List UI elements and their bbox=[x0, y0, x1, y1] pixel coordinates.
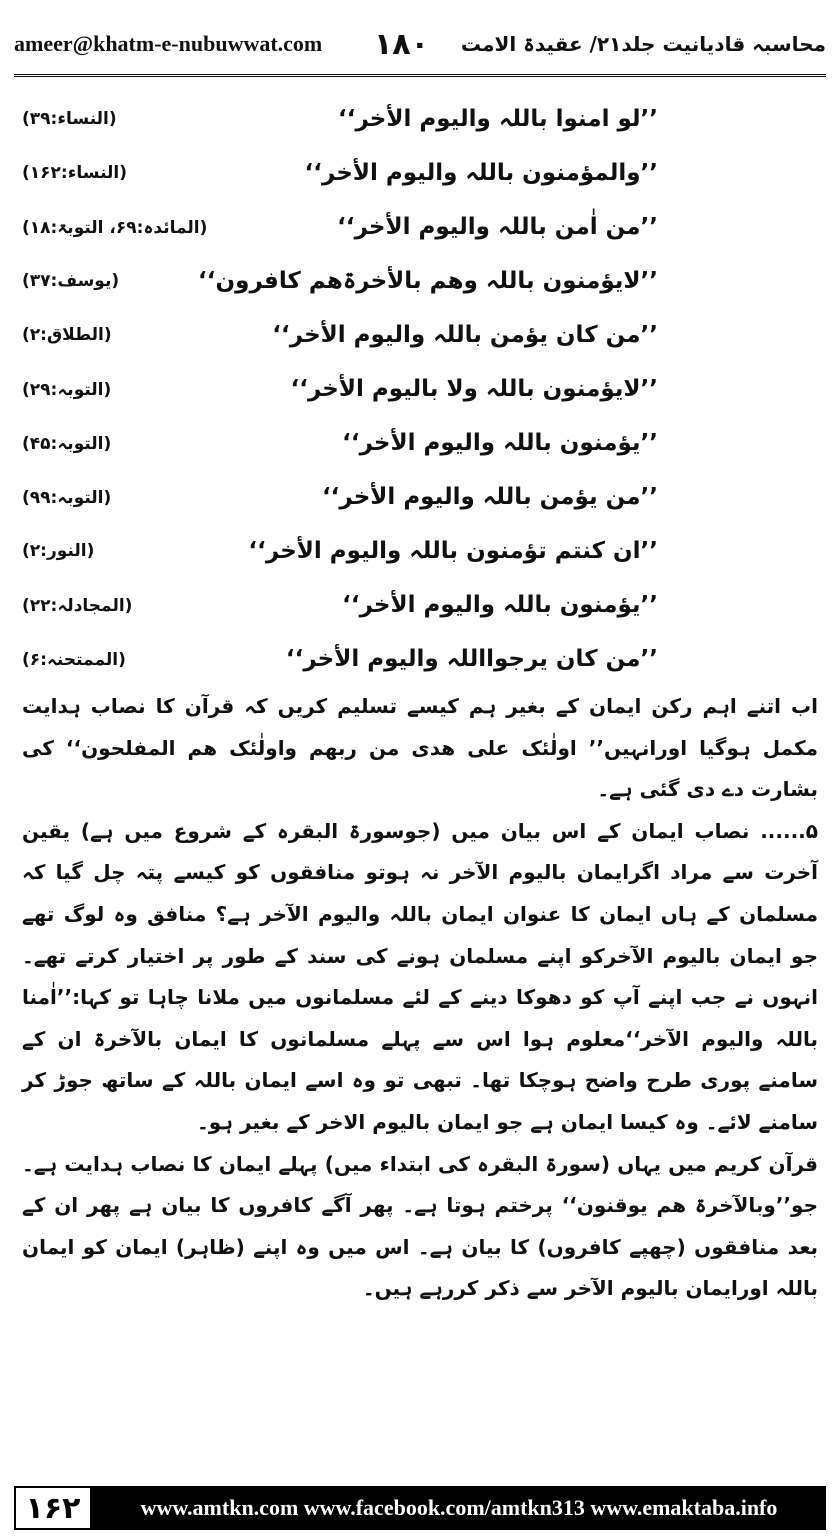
verse-row bbox=[22, 92, 818, 146]
verse-text: ’’ان کنتم تؤمنون باللہ والیوم الأخر‘‘ bbox=[248, 538, 658, 564]
verse-row bbox=[22, 524, 818, 578]
body-text bbox=[22, 686, 818, 1310]
verse-text: ’’لایؤمنون باللہ وھم بالأخرۃھم کافرون‘‘ bbox=[198, 268, 658, 294]
header-page-number: ۱۸۰ bbox=[374, 26, 429, 62]
verse-row bbox=[22, 308, 818, 362]
verse-row bbox=[22, 416, 818, 470]
verse-text: ’’والمؤمنون باللہ والیوم الأخر‘‘ bbox=[304, 160, 658, 186]
verse-row bbox=[22, 470, 818, 524]
verse-row bbox=[22, 200, 818, 254]
page-footer bbox=[14, 1486, 826, 1530]
verse-row bbox=[22, 362, 818, 416]
paragraph: اب اتنے اہم رکن ایمان کے بغیر ہم کیسے تسلیم کریں کہ قرآن کا نصاب ہدایت مکمل ہوگیا اورانہیں’’ اولٰئک علی ھدی من ربھم واولٰئک ھم المفلحون‘‘ کی بشارت دے دی گئی ہے۔ bbox=[22, 694, 818, 802]
verse-reference: (الطلاق:۲) bbox=[22, 325, 112, 345]
verse-text: ’’لایؤمنون باللہ ولا بالیوم الأخر‘‘ bbox=[290, 376, 658, 402]
verse-text: ’’من کان یرجوااللہ والیوم الأخر‘‘ bbox=[285, 646, 658, 672]
verse-reference: (المجادلہ:۲۲) bbox=[22, 595, 133, 616]
verse-text: ’’یؤمنون باللہ والیوم الأخر‘‘ bbox=[342, 592, 658, 618]
verse-row bbox=[22, 578, 818, 632]
verse-reference: (الممتحنہ:۶) bbox=[22, 649, 126, 670]
verse-list bbox=[22, 92, 818, 686]
verse-text: ’’لو امنوا باللہ والیوم الأخر‘‘ bbox=[337, 106, 658, 132]
verse-text: ’’من کان یؤمن باللہ والیوم الأخر‘‘ bbox=[272, 322, 658, 348]
verse-reference: (النور:۲) bbox=[22, 541, 95, 561]
footer-page-number: ۱۶۲ bbox=[14, 1486, 92, 1530]
footer-links: www.amtkn.com www.facebook.com/amtkn313 www.emaktaba.info bbox=[140, 1495, 778, 1520]
verse-reference: (یوسف:۳۷) bbox=[22, 271, 120, 291]
verse-reference: (النساء:۱۶۲) bbox=[22, 163, 128, 183]
verse-text: ’’من یؤمن باللہ والیوم الأخر‘‘ bbox=[321, 484, 658, 510]
verse-row bbox=[22, 146, 818, 200]
verse-reference: (التوبہ:۹۹) bbox=[22, 487, 112, 508]
paragraph: قرآن کریم میں یہاں (سورۃ البقرہ کی ابتداء میں) پہلے ایمان کا نصاب ہدایت ہے۔ جو’’وبالآخرۃ ھم یوقنون‘‘ پرختم ہوتا ہے۔ پھر آگے کافروں کا بیان ہے پھر ان کے بعد منافقوں (چھپے کافروں) کا بیان ہے۔ اس میں وہ اپنے (ظاہر) ایمان کو ایمان باللہ اورایمان بالیوم الآخر سے ذکر کررہے ہیں۔ bbox=[22, 1151, 818, 1301]
verse-row bbox=[22, 254, 818, 308]
page-header bbox=[14, 14, 826, 77]
verse-reference: (المائدہ:۶۹، التوبۃ:۱۸) bbox=[22, 217, 208, 238]
header-email: ameer@khatm-e-nubuwwat.com bbox=[14, 31, 323, 56]
verse-text: ’’یؤمنون باللہ والیوم الأخر‘‘ bbox=[342, 430, 658, 456]
verse-row bbox=[22, 632, 818, 686]
verse-reference: (التوبہ:۲۹) bbox=[22, 379, 112, 400]
header-book-title: محاسبہ قادیانیت جلد۲۱/ عقیدۃ الامت bbox=[460, 32, 826, 56]
verse-reference: (النساء:۳۹) bbox=[22, 109, 117, 129]
verse-reference: (التوبہ:۴۵) bbox=[22, 433, 112, 454]
paragraph: ۵...... نصاب ایمان کے اس بیان میں (جوسورۃ البقرہ کے شروع میں ہے) یقین آخرت سے مراد اگرایمان بالیوم الآخر نہ ہوتو منافقوں کو کیسے پتہ چل گیا کہ مسلمان کے ہاں ایمان کا عنوان ایمان باللہ والیوم الآخر ہے؟ منافق وہ لوگ تھے جو ایمان بالیوم الآخرکو اپنے مسلمان ہونے کی سند کے طور پر اختیار کرتے تھے۔ انہوں نے جب اپنے آپ کو دھوکا دینے کے لئے مسلمانوں میں ملانا چاہا تو کہا:’’اٰمنا باللہ والیوم الآخر‘‘معلوم ہوا اس سے پہلے مسلمانوں کا ایمان بالآخرۃ ان کے سامنے پوری طرح واضح ہوچکا تھا۔ تبھی تو وہ اسے ایمان باللہ کے ساتھ جوڑ کر سامنے لائے۔ وہ کیسا ایمان ہے جو ایمان بالیوم الاخر کے بغیر ہو۔ bbox=[22, 818, 818, 1134]
verse-text: ’’من اٰمن باللہ والیوم الأخر‘‘ bbox=[337, 214, 658, 240]
